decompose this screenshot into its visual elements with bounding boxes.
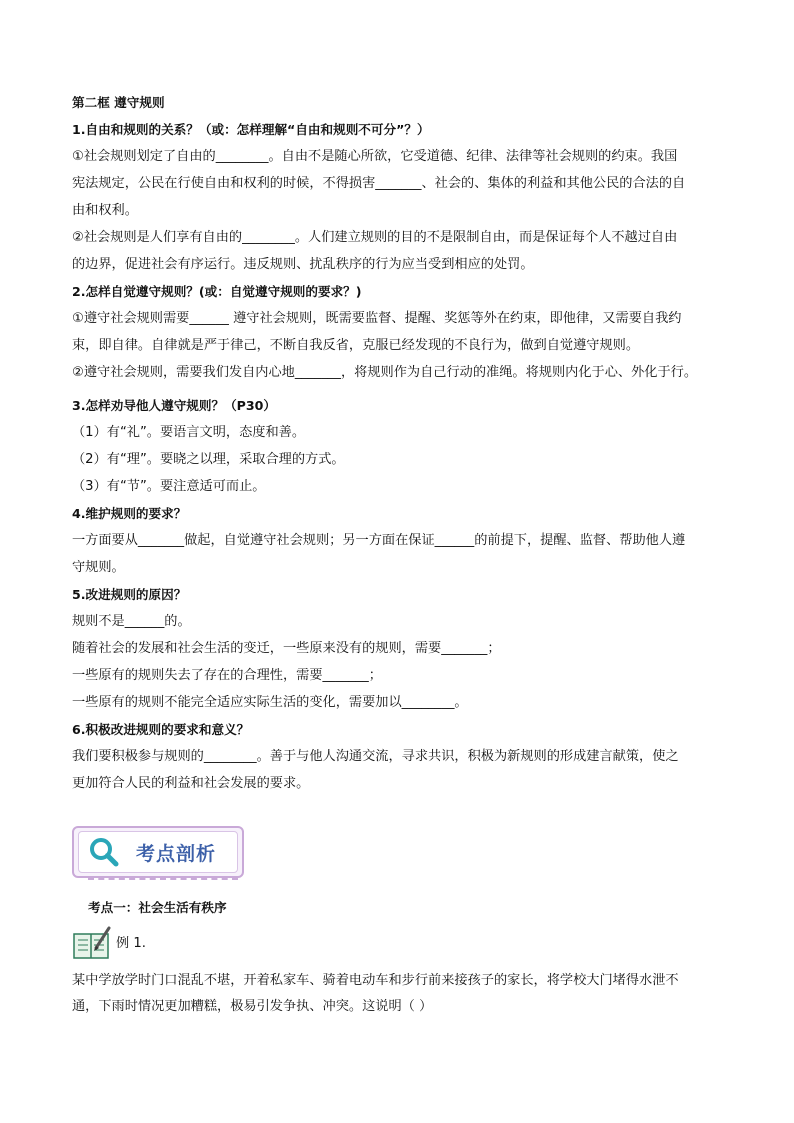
q1-p1-line3: 由和权利。	[72, 203, 138, 218]
book-pen-icon	[72, 926, 112, 960]
question-line2: 通，下雨时情况更加糟糕，极易引发争执、冲突。这说明（ ）	[72, 999, 433, 1014]
section-title: 第二框 遵守规则	[72, 95, 165, 110]
q1-p2-line1: ②社会规则是人们享有自由的________。人们建立规则的目的不是限制自由，而是保证每个人不越过自由	[72, 230, 678, 245]
q3-item-3: （3）有“节”。要注意适可而止。	[72, 479, 266, 494]
q2-p1-line1: ①遵守社会规则需要______ 遵守社会规则，既需要监督、提醒、奖惩等外在约束，即他律，又需要自我约	[72, 311, 682, 326]
q5-item-2: 随着社会的发展和社会生活的变迁，一些原来没有的规则，需要_______；	[72, 641, 501, 656]
q6-heading: 6.积极改进规则的要求和意义？	[72, 722, 250, 737]
q4-heading: 4.维护规则的要求？	[72, 506, 187, 521]
badge-label: 考点剖析	[136, 843, 217, 865]
q4-line1: 一方面要从_______做起，自觉遵守社会规则；另一方面在保证______的前提下，提醒、监督、帮助他人遵	[72, 533, 686, 548]
q1-heading: 1.自由和规则的关系？（或：怎样理解“自由和规则不可分”？）	[72, 122, 430, 137]
kaodian-title: 考点一：社会生活有秩序	[88, 900, 227, 915]
q1-p2-line2: 的边界，促进社会有序运行。违反规则、扰乱秩序的行为应当受到相应的处罚。	[72, 257, 534, 272]
badge-underline	[88, 874, 238, 880]
question-line1: 某中学放学时门口混乱不堪，开着私家车、骑着电动车和步行前来接孩子的家长，将学校大门堵得水泄不	[72, 973, 679, 988]
q5-item-1: 规则不是______的。	[72, 614, 191, 629]
q6-line2: 更加符合人民的利益和社会发展的要求。	[72, 776, 310, 791]
q1-p1-line1: ①社会规则划定了自由的________。自由不是随心所欲，它受道德、纪律、法律等社会规则的约束。我国	[72, 149, 678, 164]
q4-line2: 守规则。	[72, 560, 125, 575]
q2-heading: 2.怎样自觉遵守规则？(或：自觉遵守规则的要求？)	[72, 284, 362, 299]
kaodian-badge	[72, 826, 244, 878]
q5-item-4: 一些原有的规则不能完全适应实际生活的变化，需要加以________。	[72, 695, 468, 710]
q3-heading: 3.怎样劝导他人遵守规则？（P30）	[72, 398, 277, 413]
q2-p1-line2: 束，即自律。自律就是严于律己，不断自我反省，克服已经发现的不良行为，做到自觉遵守规则。	[72, 338, 640, 353]
magnifier-icon	[88, 836, 120, 868]
notes-body	[72, 92, 724, 795]
q5-item-3: 一些原有的规则失去了存在的合理性，需要_______；	[72, 668, 382, 683]
q5-heading: 5.改进规则的原因？	[72, 587, 187, 602]
example-label: 例 1.	[116, 936, 146, 951]
q6-line1: 我们要积极参与规则的________。善于与他人沟通交流，寻求共识，积极为新规则的形成建言献策，使之	[72, 749, 679, 764]
q1-p1-line2: 宪法规定，公民在行使自由和权利的时候，不得损害_______、社会的、集体的利益和其他公民的合法的自	[72, 176, 686, 191]
q3-item-2: （2）有“理”。要晓之以理，采取合理的方式。	[72, 452, 345, 467]
q3-item-1: （1）有“礼”。要语言文明，态度和善。	[72, 425, 306, 440]
q2-p2-line1: ②遵守社会规则，需要我们发自内心地_______，将规则作为自己行动的准绳。将规则内化于心、外化于行。	[72, 365, 698, 380]
example-header	[72, 924, 192, 960]
example-question	[72, 968, 724, 1020]
